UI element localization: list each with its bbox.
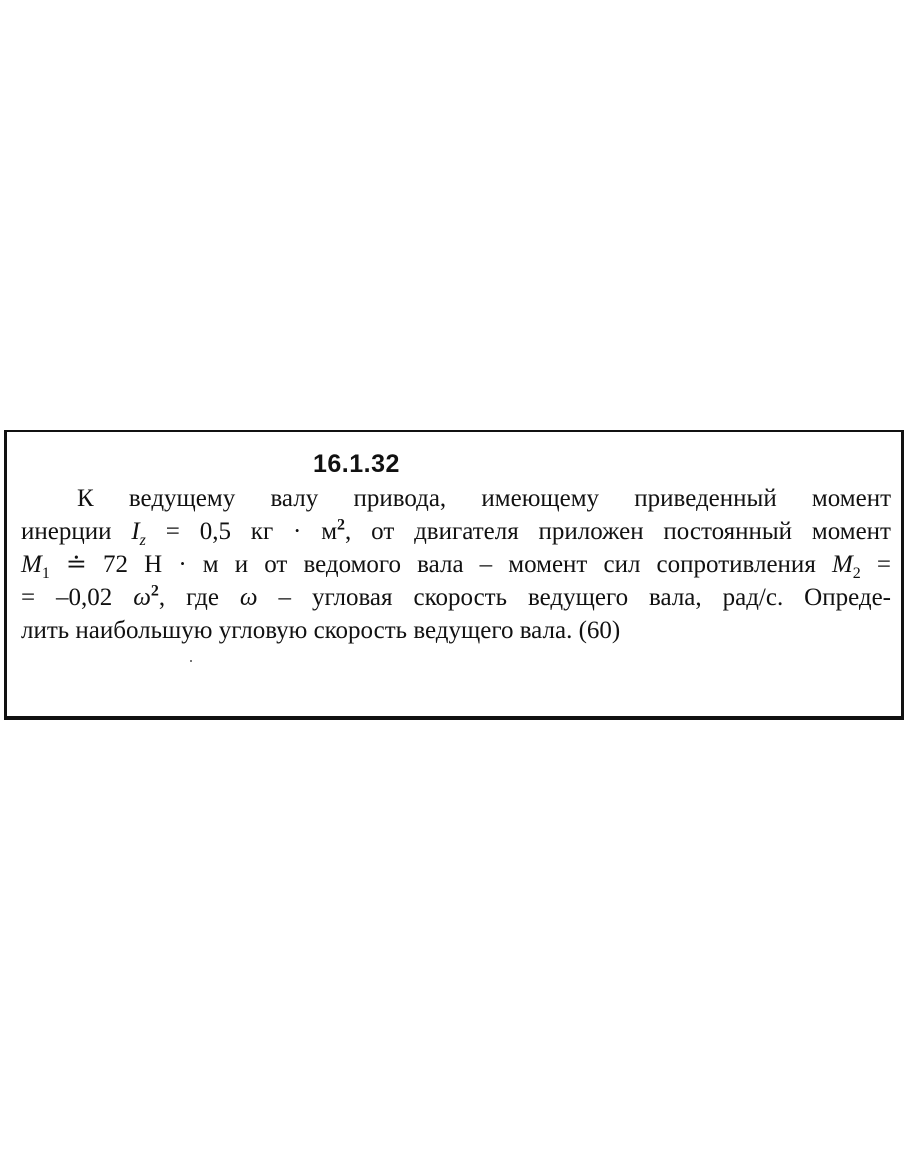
text-line-2-start: инерции xyxy=(21,518,132,545)
inertia-subscript: z xyxy=(139,532,146,549)
scan-speck xyxy=(190,660,192,662)
moment-2-subscript: 2 xyxy=(852,565,861,582)
text-line-2-end: , от двигателя приложен постоянный момент xyxy=(345,518,891,545)
inertia-symbol: I xyxy=(131,518,140,545)
text-line-5 xyxy=(21,614,891,647)
omega-symbol-2: ω xyxy=(239,584,258,611)
text-line-4 xyxy=(21,581,891,614)
text-line-5-content: лить наибольшую угловую скорость ведущего вала. (60) xyxy=(21,617,621,644)
text-line-3-end: = xyxy=(860,551,891,578)
omega-symbol: ω xyxy=(133,584,151,611)
inertia-value: = 0,5 кг · м xyxy=(145,518,338,545)
text-line-2 xyxy=(21,515,891,548)
text-line-4-middle: , где xyxy=(158,584,240,611)
moment-1-subscript: 1 xyxy=(41,565,50,582)
text-line-1 xyxy=(21,482,891,515)
problem-box xyxy=(4,430,904,720)
problem-text xyxy=(21,482,891,647)
text-line-3 xyxy=(21,548,891,581)
problem-number: 16.1.32 xyxy=(313,450,400,478)
moment-2-symbol: M xyxy=(831,551,853,578)
moment-1-symbol: M xyxy=(21,551,42,578)
resistance-coefficient: = –0,02 xyxy=(21,584,134,611)
inertia-unit-exponent: 2 xyxy=(337,516,346,534)
omega-exponent: 2 xyxy=(150,582,159,600)
text-line-1-content: К ведущему валу привода, имеющему приведенный момент xyxy=(77,485,891,512)
text-line-4-end: – угловая скорость ведущего вала, рад/с. Опреде- xyxy=(257,584,892,611)
text-line-3-middle: ≐ 72 Н · м и от ведомого вала – момент сил сопротивления xyxy=(49,551,832,578)
